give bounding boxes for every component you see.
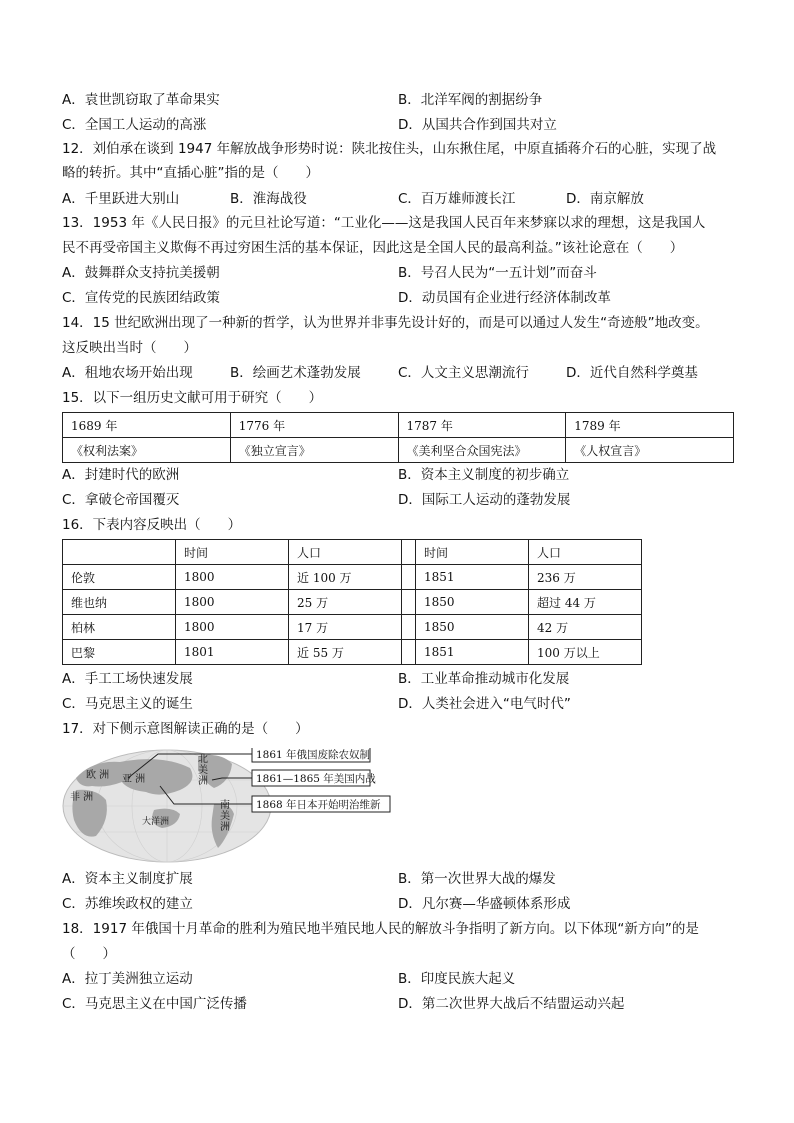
- table-cell: 超过 44 万: [529, 590, 642, 615]
- continent-label-char: 美: [198, 765, 208, 776]
- table-cell: 巴黎: [63, 640, 176, 665]
- north-america-label: [198, 753, 208, 787]
- q14-option-a[interactable]: A．租地农场开始出现: [62, 365, 193, 381]
- table-cell: 1800: [176, 590, 289, 615]
- q18-option-a[interactable]: A．拉丁美洲独立运动: [62, 971, 193, 987]
- table-cell: 近 55 万: [289, 640, 402, 665]
- table-header: [402, 540, 416, 565]
- continent-label: 大洋洲: [142, 817, 170, 827]
- continent-label: 欧 洲: [86, 770, 110, 781]
- table-cell: 1850: [416, 615, 529, 640]
- table-cell: 《人权宣言》: [566, 438, 734, 463]
- table-cell: 1801: [176, 640, 289, 665]
- table-cell: 《美利坚合众国宪法》: [398, 438, 566, 463]
- q15-option-c[interactable]: C．拿破仑帝国覆灭: [62, 492, 180, 508]
- table-cell: 1851: [416, 565, 529, 590]
- q17-option-a[interactable]: A．资本主义制度扩展: [62, 871, 193, 887]
- q15-documents-table: [62, 412, 734, 463]
- table-cell: 1789 年: [566, 413, 734, 438]
- q17-option-c[interactable]: C．苏维埃政权的建立: [62, 896, 193, 912]
- table-cell: 1787 年: [398, 413, 566, 438]
- table-row: [63, 565, 642, 590]
- world-map-diagram: [62, 748, 392, 863]
- table-header: [63, 540, 176, 565]
- table-cell: 伦敦: [63, 565, 176, 590]
- event-label: 1868 年日本开始明治维新: [256, 799, 381, 811]
- q16-option-c[interactable]: C．马克思主义的诞生: [62, 696, 193, 712]
- q18-option-b[interactable]: B．印度民族大起义: [398, 971, 516, 987]
- q17-stem: 17．对下侧示意图解读正确的是（ ）: [62, 721, 309, 737]
- q11-option-b[interactable]: B．北洋军阀的割据纷争: [398, 92, 543, 108]
- q16-option-d[interactable]: D．人类社会进入“电气时代”: [398, 696, 571, 712]
- table-row: [63, 590, 642, 615]
- q17-option-b[interactable]: B．第一次世界大战的爆发: [398, 871, 556, 887]
- event-boxes: [252, 748, 390, 812]
- continent-label-char: 北: [198, 754, 208, 765]
- table-cell: [402, 615, 416, 640]
- table-header: 人口: [529, 540, 642, 565]
- q11-option-d[interactable]: D．从国共合作到国共对立: [398, 117, 557, 133]
- q13-option-b[interactable]: B．号召人民为“一五计划”而奋斗: [398, 265, 597, 281]
- q14-option-c[interactable]: C．人文主义思潮流行: [398, 365, 529, 381]
- table-cell: 25 万: [289, 590, 402, 615]
- table-row: [63, 540, 642, 565]
- q17-option-d[interactable]: D．凡尔赛—华盛顿体系形成: [398, 896, 571, 912]
- q12-stem-line1: 12．刘伯承在谈到 1947 年解放战争形势时说：陕北按住头，山东揪住尾，中原直插蒋介石的心脏，实现了战: [62, 141, 717, 157]
- table-cell: 柏林: [63, 615, 176, 640]
- table-header: 人口: [289, 540, 402, 565]
- q13-option-a[interactable]: A．鼓舞群众支持抗美援朝: [62, 265, 220, 281]
- q13-stem-line1: 13．1953 年《人民日报》的元旦社论写道：“工业化——这是我国人民百年来梦寐以求的理想，这是我国人: [62, 215, 706, 231]
- continent-label: 非 洲: [70, 792, 94, 803]
- q14-option-d[interactable]: D．近代自然科学奠基: [566, 365, 698, 381]
- table-row: [63, 640, 642, 665]
- table-cell: 近 100 万: [289, 565, 402, 590]
- q15-option-a[interactable]: A．封建时代的欧洲: [62, 467, 180, 483]
- table-cell: 1850: [416, 590, 529, 615]
- q13-option-c[interactable]: C．宣传党的民族团结政策: [62, 290, 220, 306]
- q18-option-c[interactable]: C．马克思主义在中国广泛传播: [62, 996, 247, 1012]
- south-america-label: [220, 798, 230, 833]
- table-cell: 1689 年: [63, 413, 231, 438]
- event-label: 1861 年俄国废除农奴制: [256, 749, 371, 761]
- table-cell: 100 万以上: [529, 640, 642, 665]
- q13-stem-line2: 民不再受帝国主义欺侮不再过穷困生活的基本保证，因此这是全国人民的最高利益。”该社论意在（ ）: [62, 240, 684, 256]
- q12-option-a[interactable]: A．千里跃进大别山: [62, 191, 180, 207]
- continent-label-char: 南: [220, 800, 230, 811]
- table-cell: [402, 565, 416, 590]
- continent-label-char: 美: [220, 811, 230, 822]
- continent-label-char: 洲: [198, 776, 208, 787]
- table-cell: 《独立宣言》: [230, 438, 398, 463]
- q14-option-b[interactable]: B．绘画艺术蓬勃发展: [230, 365, 361, 381]
- q15-option-d[interactable]: D．国际工人运动的蓬勃发展: [398, 492, 571, 508]
- table-cell: 1800: [176, 615, 289, 640]
- continent-label: 亚 洲: [122, 774, 146, 785]
- q18-option-d[interactable]: D．第二次世界大战后不结盟运动兴起: [398, 996, 625, 1012]
- continent-label-char: 洲: [220, 822, 230, 833]
- q15-stem: 15．以下一组历史文献可用于研究（ ）: [62, 390, 323, 406]
- q13-option-d[interactable]: D．动员国有企业进行经济体制改革: [398, 290, 611, 306]
- q16-option-a[interactable]: A．手工工场快速发展: [62, 671, 193, 687]
- q12-option-d[interactable]: D．南京解放: [566, 191, 644, 207]
- q16-stem: 16．下表内容反映出（ ）: [62, 517, 242, 533]
- q18-stem-line2: （ ）: [62, 946, 116, 962]
- q11-option-c[interactable]: C．全国工人运动的高涨: [62, 117, 207, 133]
- table-cell: [402, 640, 416, 665]
- table-header: 时间: [176, 540, 289, 565]
- table-cell: 1800: [176, 565, 289, 590]
- table-header: 时间: [416, 540, 529, 565]
- q16-population-table: [62, 539, 642, 665]
- q12-option-c[interactable]: C．百万雄师渡长江: [398, 191, 516, 207]
- q11-option-a[interactable]: A．袁世凯窃取了革命果实: [62, 92, 220, 108]
- table-cell: 《权利法案》: [63, 438, 231, 463]
- table-cell: 42 万: [529, 615, 642, 640]
- table-cell: 17 万: [289, 615, 402, 640]
- q16-option-b[interactable]: B．工业革命推动城市化发展: [398, 671, 570, 687]
- table-row: [63, 413, 734, 438]
- q14-stem-line1: 14．15 世纪欧洲出现了一种新的哲学，认为世界并非事先设计好的，而是可以通过人发生“奇迹般”地改变。: [62, 315, 709, 331]
- q14-stem-line2: 这反映出当时（ ）: [62, 340, 197, 356]
- q15-option-b[interactable]: B．资本主义制度的初步确立: [398, 467, 570, 483]
- table-cell: [402, 590, 416, 615]
- table-cell: 1851: [416, 640, 529, 665]
- q18-stem-line1: 18．1917 年俄国十月革命的胜利为殖民地半殖民地人民的解放斗争指明了新方向。以下体现“新方向”的是: [62, 921, 699, 937]
- table-cell: 1776 年: [230, 413, 398, 438]
- table-cell: 236 万: [529, 565, 642, 590]
- table-cell: 维也纳: [63, 590, 176, 615]
- table-row: [63, 438, 734, 463]
- q12-option-b[interactable]: B．淮海战役: [230, 191, 307, 207]
- q12-stem-line2: 略的转折。其中“直插心脏”指的是（ ）: [62, 165, 319, 181]
- table-row: [63, 615, 642, 640]
- event-label: 1861—1865 年美国内战: [256, 773, 376, 785]
